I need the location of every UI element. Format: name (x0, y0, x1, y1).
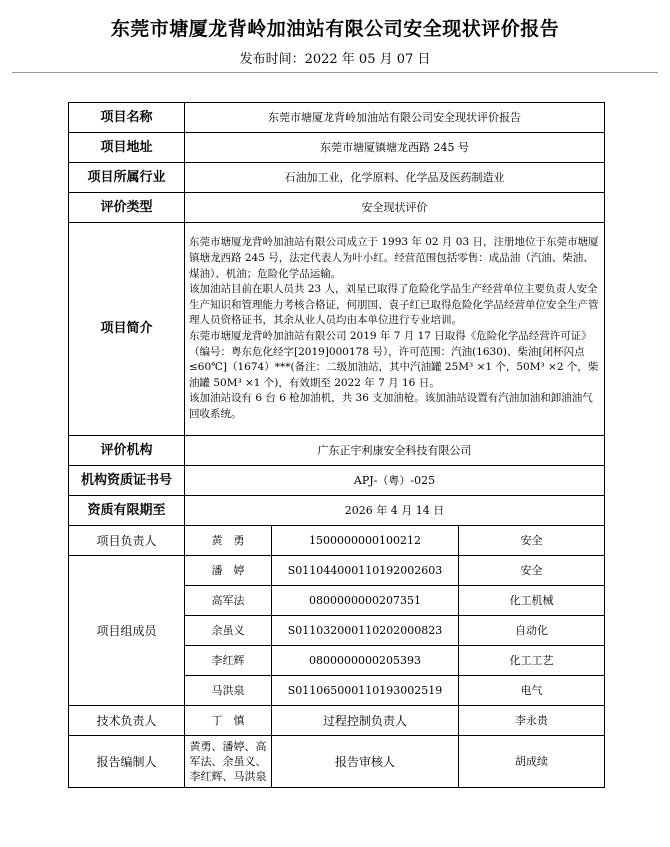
cert-no-label: 机构资质证书号 (69, 466, 185, 496)
eval-type-value: 安全现状评价 (185, 193, 605, 223)
validity-label: 资质有限期至 (69, 496, 185, 526)
row-eval-type (69, 193, 605, 223)
row-validity (69, 496, 605, 526)
member-specialty: 化工机械 (459, 586, 605, 616)
intro-paragraph: 该加油站目前在职人员共 23 人，刘星已取得了危险化学品生产经营单位主要负责人安全生产知识和管理能力考核合格证，何朋国、袁子红已取得危险化学品经营单位安全生产管理人员资格证书，其余从业人员均由本单位进行专业培训。 (189, 283, 599, 327)
eval-org-value: 广东正宇利康安全科技有限公司 (185, 436, 605, 466)
intro-label: 项目简介 (69, 223, 185, 436)
project-address-value: 东莞市塘厦镇塘龙西路 245 号 (185, 133, 605, 163)
member-cert: S011044000110192002603 (272, 556, 459, 586)
member-cert: 0800000000205393 (272, 646, 459, 676)
header-divider (12, 72, 658, 73)
project-leader-label: 项目负责人 (69, 526, 185, 556)
row-tech-leader (69, 706, 605, 736)
row-project-address (69, 133, 605, 163)
report-reviewer-label: 报告审核人 (272, 736, 459, 788)
industry-label: 项目所属行业 (69, 163, 185, 193)
project-name-value: 东莞市塘厦龙背岭加油站有限公司安全现状评价报告 (185, 103, 605, 133)
row-intro (69, 223, 605, 436)
project-leader-specialty: 安全 (459, 526, 605, 556)
member-specialty: 化工工艺 (459, 646, 605, 676)
report-writer-label: 报告编制人 (69, 736, 185, 788)
project-leader-cert: 1500000000100212 (272, 526, 459, 556)
intro-text (185, 223, 605, 436)
row-report (69, 736, 605, 788)
row-eval-org (69, 436, 605, 466)
report-info-table (68, 102, 605, 788)
member-cert: S011032000110202000823 (272, 616, 459, 646)
project-address-label: 项目地址 (69, 133, 185, 163)
member-name: 高军法 (185, 586, 272, 616)
member-specialty: 安全 (459, 556, 605, 586)
row-cert-no (69, 466, 605, 496)
team-label: 项目组成员 (69, 556, 185, 706)
tech-leader-label: 技术负责人 (69, 706, 185, 736)
row-project-leader (69, 526, 605, 556)
member-name: 李红辉 (185, 646, 272, 676)
process-control-label: 过程控制负责人 (272, 706, 459, 736)
project-name-label: 项目名称 (69, 103, 185, 133)
row-project-name (69, 103, 605, 133)
team-member-row (69, 556, 605, 586)
report-reviewer-name: 胡成续 (459, 736, 605, 788)
member-name: 马洪泉 (185, 676, 272, 706)
process-control-name: 李永贵 (459, 706, 605, 736)
member-cert: S011065000110193002519 (272, 676, 459, 706)
report-writer-names: 黄勇、潘婷、高军法、余虽义、李红辉、马洪泉 (185, 736, 272, 788)
row-industry (69, 163, 605, 193)
member-name: 余虽义 (185, 616, 272, 646)
member-cert: 0800000000207351 (272, 586, 459, 616)
eval-org-label: 评价机构 (69, 436, 185, 466)
industry-value: 石油加工业，化学原料、化学品及医药制造业 (185, 163, 605, 193)
intro-paragraph: 东莞市塘厦龙背岭加油站有限公司 2019 年 7 月 17 日取得《危险化学品经营许可证》（编号：粤东危化经字[2019]000178 号），许可范围：汽油(1630)、柴油[闭杯闪点≤60℃]（1674）***(备注：二级加油站，其中汽油罐 25M³ ×1 个，50M³ ×2 个，柴油罐 50M³ ×1 个)，有效期至 2022 年 7 月 16 日。 (189, 330, 599, 389)
cert-no-value: APJ-（粤）-025 (185, 466, 605, 496)
report-title: 东莞市塘厦龙背岭加油站有限公司安全现状评价报告 (110, 18, 560, 40)
project-leader-name: 黄 勇 (185, 526, 272, 556)
intro-paragraph: 该加油站设有 6 台 6 枪加油机，共 36 支加油枪。该加油站设置有汽油加油和卸油油气回收系统。 (189, 392, 593, 420)
member-specialty: 自动化 (459, 616, 605, 646)
intro-paragraph: 东莞市塘厦龙背岭加油站有限公司成立于 1993 年 02 月 03 日，注册地位于东莞市塘厦镇塘龙西路 245 号，法定代表人为叶小红。经营范围包括零售：成品油（汽油、柴油、煤油）、机油；危险化学品运输。 (189, 236, 599, 280)
validity-value: 2026 年 4 月 14 日 (185, 496, 605, 526)
eval-type-label: 评价类型 (69, 193, 185, 223)
tech-leader-name: 丁 慎 (185, 706, 272, 736)
publish-date: 发布时间：2022 年 05 月 07 日 (239, 52, 431, 67)
member-specialty: 电气 (459, 676, 605, 706)
member-name: 潘 婷 (185, 556, 272, 586)
